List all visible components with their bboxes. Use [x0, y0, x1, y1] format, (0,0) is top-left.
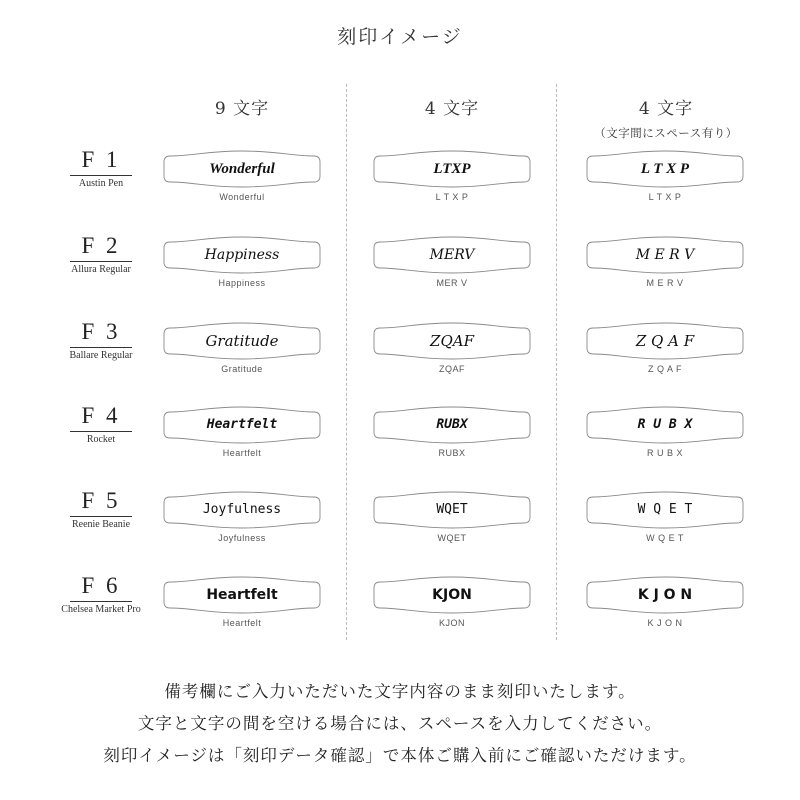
engraving-caption: RUBX — [438, 448, 466, 458]
engraving-preview — [162, 406, 322, 458]
plaque — [585, 150, 745, 188]
font-code: F 5 — [81, 488, 121, 513]
engraving-caption: Heartfelt — [222, 448, 262, 458]
engraving-preview — [372, 322, 532, 374]
engraving-preview — [372, 491, 532, 543]
plaque — [372, 491, 532, 529]
plaque — [162, 491, 322, 529]
engraved-text: Wonderful — [209, 161, 275, 177]
notes — [0, 676, 800, 772]
page-title: 刻印イメージ — [337, 26, 463, 48]
plaque — [585, 406, 745, 444]
plaque — [372, 236, 532, 274]
font-label-f4 — [40, 404, 162, 445]
plaque — [162, 576, 322, 614]
column-header-9-chars — [162, 94, 322, 119]
engraving-caption: Wonderful — [219, 192, 265, 202]
font-code: F 1 — [81, 147, 121, 172]
font-label-f2 — [40, 234, 162, 275]
engraving-caption: R U B X — [646, 448, 683, 458]
plaque — [372, 576, 532, 614]
font-name: Ballare Regular — [69, 350, 133, 361]
engraved-text: K J O N — [637, 587, 693, 603]
engraved-text: KJON — [432, 587, 472, 603]
engraving-preview — [162, 322, 322, 374]
column-header-label: 4 文字 — [638, 99, 694, 119]
font-name: Rocket — [86, 434, 116, 445]
engraving-caption: M E R V — [646, 278, 684, 288]
engraving-caption: L T X P — [435, 192, 469, 202]
engraving-preview — [585, 150, 745, 202]
plaque — [372, 406, 532, 444]
underline-divider — [70, 261, 132, 262]
engraved-text: Heartfelt — [206, 417, 278, 432]
plaque — [585, 576, 745, 614]
font-code: F 2 — [81, 233, 121, 258]
note-line: 文字と文字の間を空ける場合には、スペースを入力してください。 — [137, 714, 663, 733]
engraving-caption: Happiness — [218, 278, 266, 288]
engraving-caption: WQET — [437, 533, 467, 543]
engraved-text: LTXP — [433, 161, 471, 177]
engraved-text: Gratitude — [205, 332, 279, 350]
engraving-preview — [585, 491, 745, 543]
engraved-text: W Q E T — [637, 502, 693, 517]
column-header-4-chars-spaced — [566, 94, 766, 141]
engraving-caption: K J O N — [647, 618, 683, 628]
column-divider-2 — [556, 84, 557, 640]
engraving-caption: Joyfulness — [218, 533, 266, 543]
engraving-preview — [585, 236, 745, 288]
engraving-preview — [162, 150, 322, 202]
engraving-caption: L T X P — [648, 192, 682, 202]
plaque — [162, 236, 322, 274]
engraving-preview — [372, 150, 532, 202]
font-name: Allura Regular — [71, 264, 131, 275]
font-label-f1 — [40, 148, 162, 189]
plaque — [162, 150, 322, 188]
plaque — [585, 491, 745, 529]
engraved-text: RUBX — [436, 417, 468, 432]
engraving-preview — [162, 491, 322, 543]
engraving-preview — [162, 236, 322, 288]
engraving-preview — [372, 406, 532, 458]
column-header-label: 4 文字 — [424, 99, 480, 119]
engraving-preview — [372, 576, 532, 628]
underline-divider — [70, 516, 132, 517]
engraved-text: Joyfulness — [202, 502, 282, 517]
engraving-preview — [372, 236, 532, 288]
underline-divider — [70, 347, 132, 348]
font-code: F 3 — [81, 319, 121, 344]
plaque — [585, 236, 745, 274]
underline-divider — [70, 601, 132, 602]
font-code: F 4 — [81, 403, 121, 428]
engraving-caption: KJON — [438, 618, 465, 628]
engraving-caption: ZQAF — [439, 364, 465, 374]
engraving-preview — [585, 406, 745, 458]
engraved-text: MERV — [429, 247, 475, 263]
underline-divider — [70, 175, 132, 176]
engraving-preview — [585, 576, 745, 628]
engraved-text: Z Q A F — [635, 332, 695, 350]
plaque — [372, 150, 532, 188]
font-label-f3 — [40, 320, 162, 361]
engraving-caption: W Q E T — [646, 533, 684, 543]
engraving-caption: Heartfelt — [222, 618, 262, 628]
engraving-caption: MER V — [436, 278, 468, 288]
column-divider-1 — [346, 84, 347, 640]
engraved-text: R U B X — [637, 417, 693, 432]
engraving-caption: Gratitude — [221, 364, 263, 374]
engraved-text: WQET — [436, 502, 468, 517]
engraved-text: ZQAF — [430, 332, 474, 350]
underline-divider — [70, 431, 132, 432]
plaque — [372, 322, 532, 360]
plaque — [585, 322, 745, 360]
column-header-4-chars — [372, 94, 532, 119]
engraving-preview — [585, 322, 745, 374]
engraving-caption: Z Q A F — [647, 364, 682, 374]
engraved-text: L T X P — [640, 161, 690, 177]
font-label-f5 — [40, 489, 162, 530]
font-name: Reenie Beanie — [71, 519, 131, 530]
font-name: Chelsea Market Pro — [61, 604, 141, 615]
engraving-preview — [162, 576, 322, 628]
font-label-f6 — [40, 574, 162, 615]
font-code: F 6 — [81, 573, 121, 598]
engraved-text: Happiness — [204, 247, 280, 263]
engraved-text: Heartfelt — [206, 587, 278, 603]
column-header-sublabel: （文字間にスペース有り） — [594, 126, 738, 140]
font-name: Austin Pen — [78, 178, 124, 189]
engraved-text: M E R V — [635, 247, 695, 263]
note-line: 刻印イメージは「刻印データ確認」で本体ご購入前にご確認いただけます。 — [103, 746, 697, 765]
note-line: 備考欄にご入力いただいた文字内容のまま刻印いたします。 — [164, 682, 636, 701]
column-header-label: 9 文字 — [214, 99, 270, 119]
plaque — [162, 322, 322, 360]
plaque — [162, 406, 322, 444]
